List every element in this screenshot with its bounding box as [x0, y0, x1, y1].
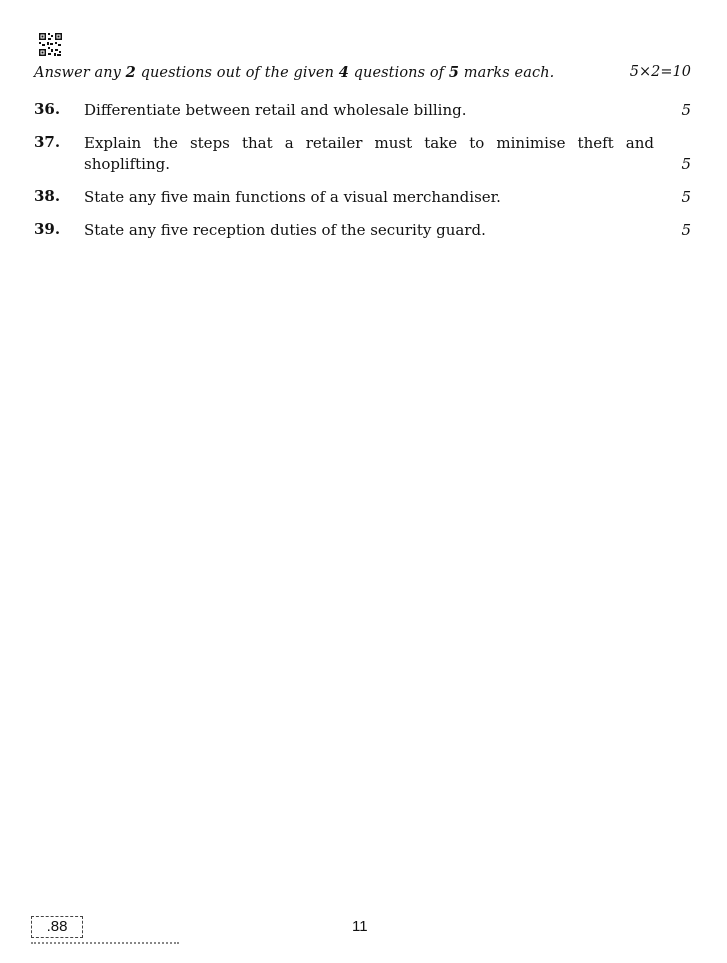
question-item [34, 100, 691, 121]
question-number: 39. [34, 220, 61, 238]
question-list [34, 100, 691, 253]
instruction-total: 4 [338, 64, 349, 81]
section-total-marks: 5×2=10 [629, 64, 691, 80]
question-number: 37. [34, 133, 61, 151]
instruction-text: marks each. [459, 65, 555, 81]
instruction-count: 2 [125, 64, 136, 81]
question-marks: 5 [681, 155, 691, 173]
question-marks: 5 [681, 101, 691, 119]
question-item [34, 133, 691, 175]
question-marks: 5 [681, 221, 691, 239]
question-marks: 5 [681, 188, 691, 206]
question-text: Explain the steps that a retailer must take to minimise theft and shoplifting. [84, 134, 654, 173]
instruction-text: questions of [348, 65, 449, 81]
question-text: State any five reception duties of the security guard. [84, 221, 486, 239]
question-item [34, 187, 691, 208]
instruction-marks: 5 [448, 64, 460, 81]
instruction-text: questions out of the given [135, 65, 339, 81]
question-number: 38. [34, 187, 61, 205]
section-instruction [34, 64, 554, 81]
question-text: Differentiate between retail and wholesale billing. [84, 101, 467, 119]
question-item [34, 220, 691, 241]
instruction-text: Answer any [34, 65, 126, 81]
question-number: 36. [34, 100, 61, 118]
footer-divider [31, 942, 179, 944]
qr-code-icon [38, 32, 63, 57]
question-text: State any five main functions of a visual merchandiser. [84, 188, 501, 206]
page-number: 11 [352, 918, 368, 935]
paper-code-box: .88 [31, 916, 83, 938]
section-instruction-row [34, 64, 691, 84]
